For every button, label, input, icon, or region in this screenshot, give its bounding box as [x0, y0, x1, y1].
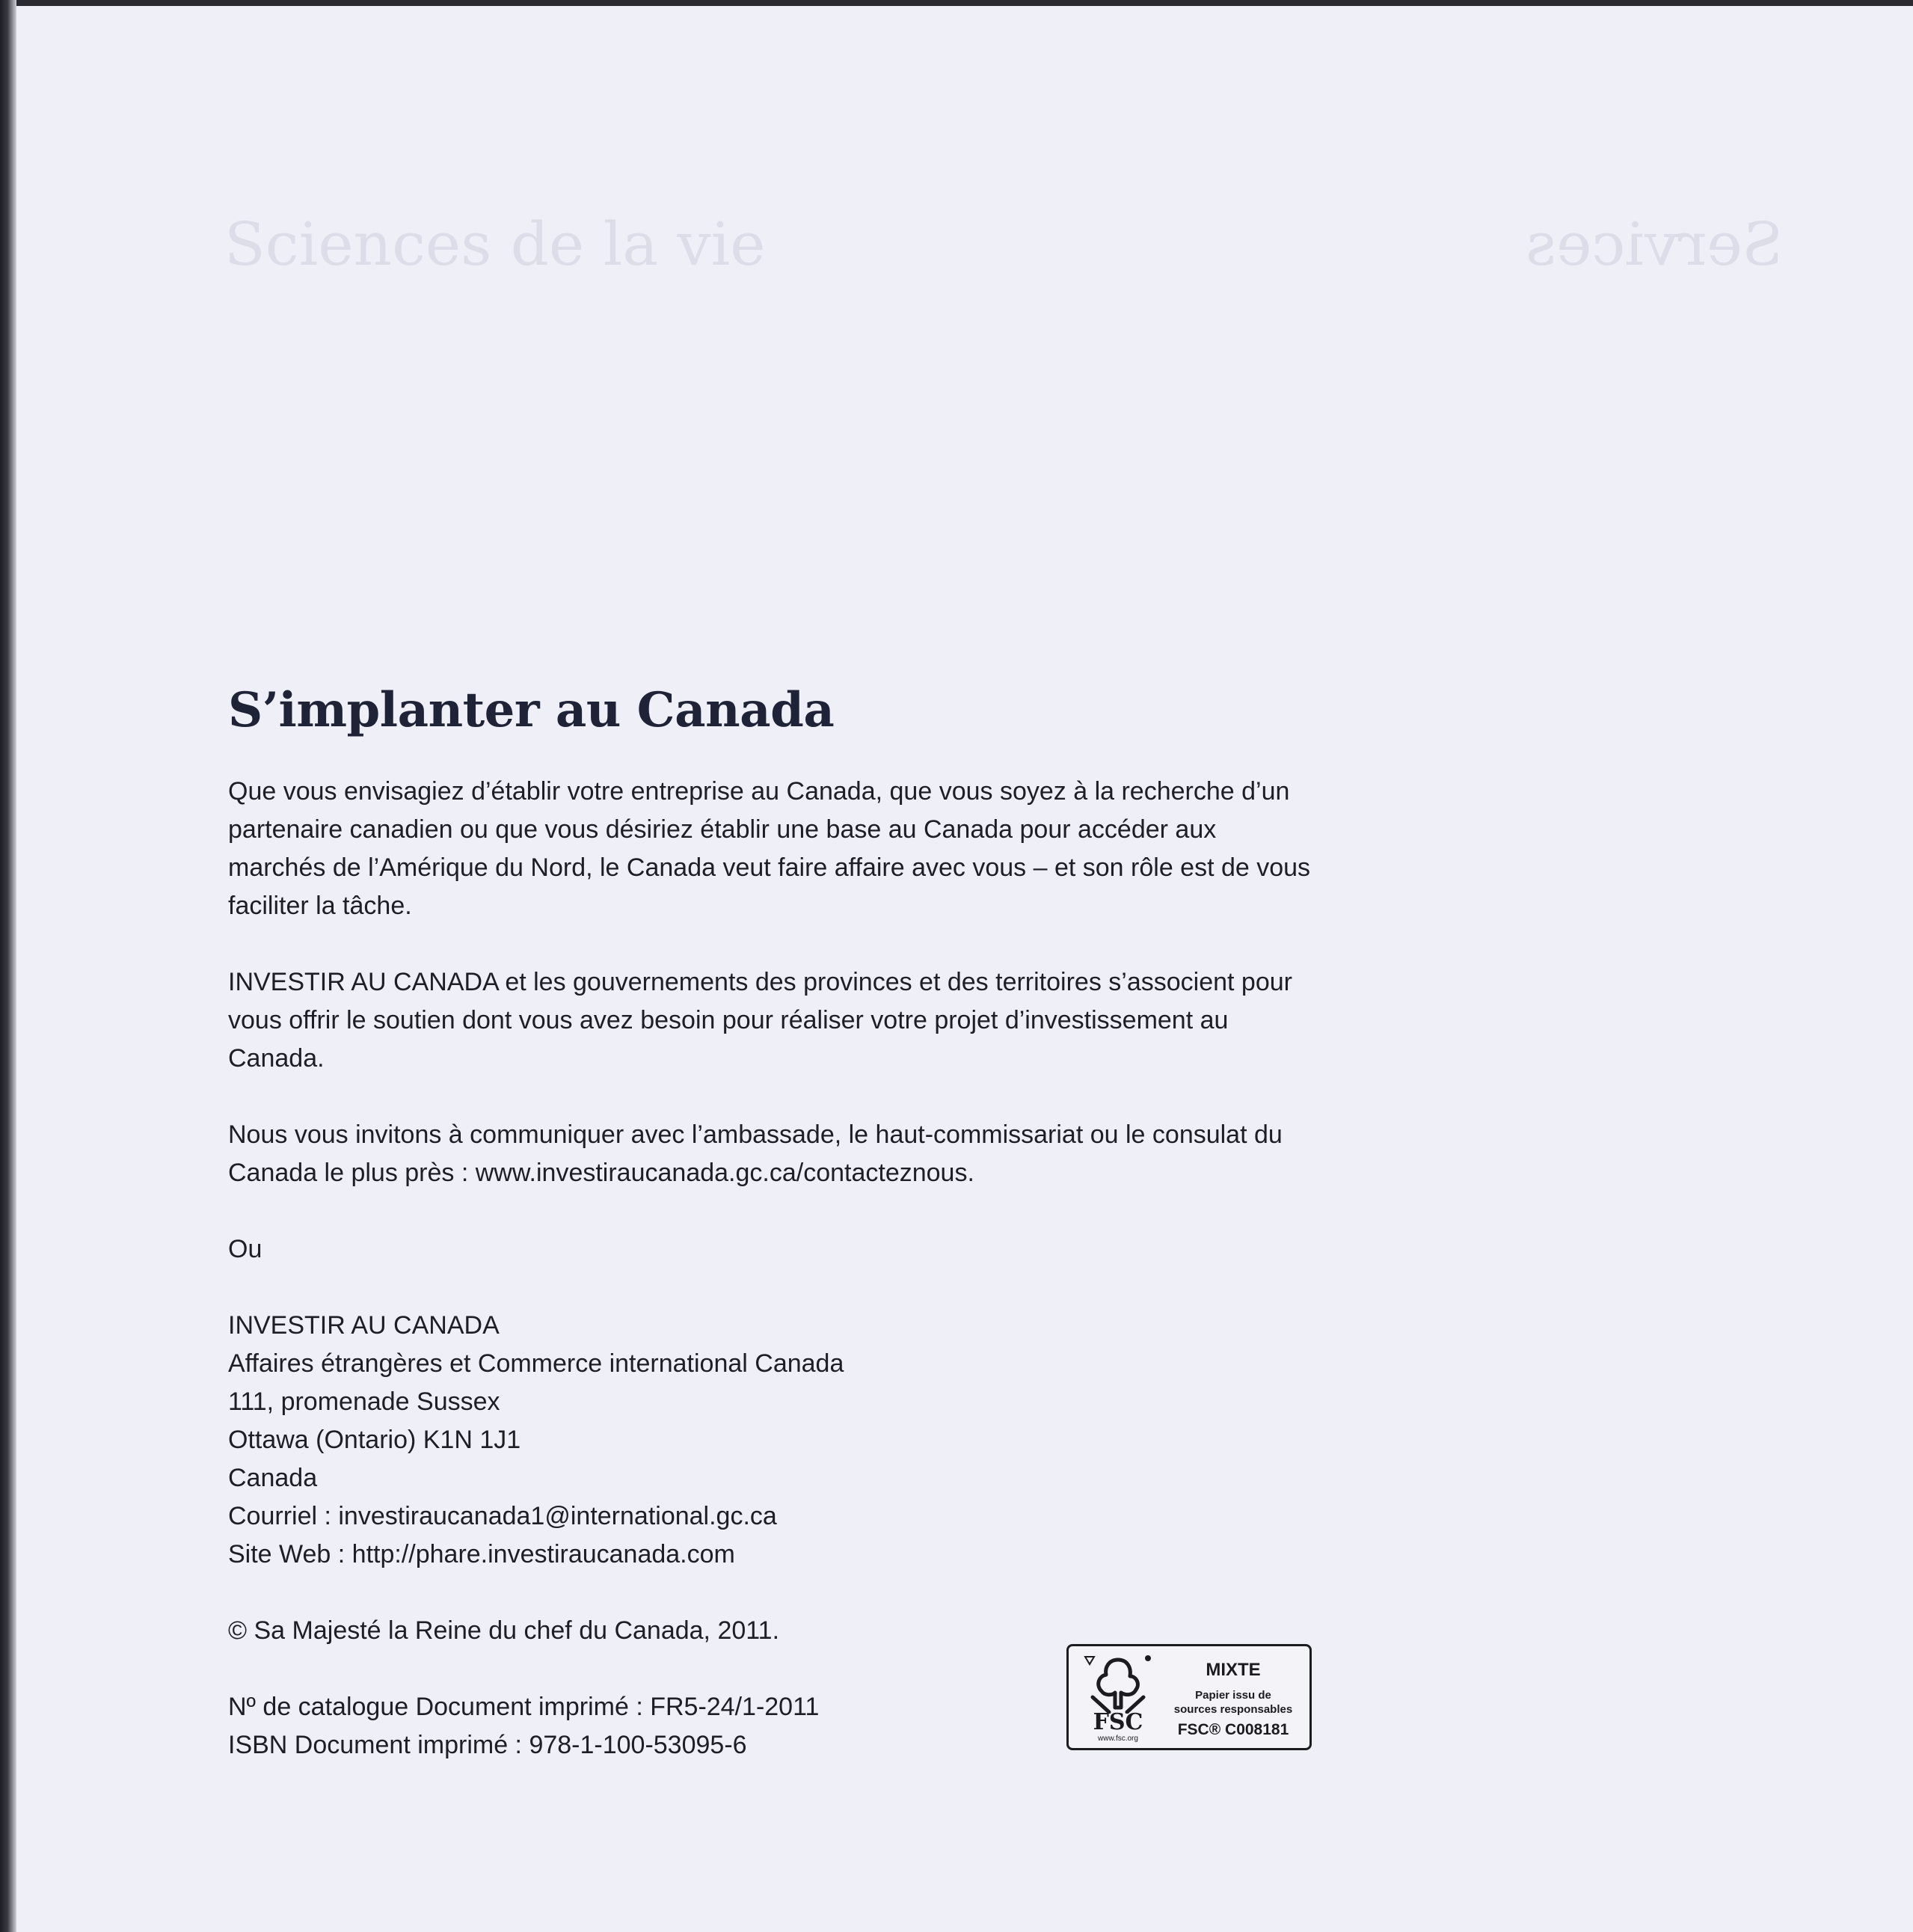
isbn-number: ISBN Document imprimé : 978-1-100-53095-6 — [228, 1731, 747, 1760]
address-country: Canada — [228, 1464, 318, 1493]
address-city: Ottawa (Ontario) K1N 1J1 — [228, 1426, 521, 1455]
fsc-description-line2: sources responsables — [1173, 1703, 1293, 1716]
fsc-mix-label: MIXTE — [1206, 1660, 1261, 1680]
address-dept: Affaires étrangères et Commerce international Canada — [228, 1349, 844, 1379]
bleed-title-right: Services — [1526, 209, 1784, 279]
address-org: INVESTIR AU CANADA — [228, 1311, 500, 1340]
address-email: Courriel : investiraucanada1@international.gc.ca — [228, 1502, 777, 1531]
partnership-paragraph: INVESTIR AU CANADA et les gouvernements des provinces et des territoires s’associent pour vous offrir le soutien dont vous avez besoin pour réaliser votre projet d’investissement au Canada. — [228, 968, 1292, 1073]
address-street: 111, promenade Sussex — [228, 1387, 500, 1417]
bleed-title-left: Sciences de la vie — [224, 209, 766, 279]
intro-paragraph: Que vous envisagiez d’établir votre entreprise au Canada, que vous soyez à la recherche d’un partenaire canadien ou que vous désiriez établir une base au Canada pour accéder aux marchés de l’Amérique du Nord, le Canada veut faire affaire avec vous – et son rôle est de vous faciliter la tâche. — [228, 777, 1311, 921]
scan-left-edge — [0, 0, 16, 1932]
fsc-description — [1160, 1688, 1306, 1717]
address-block — [228, 1307, 1312, 1574]
or-text: Ou — [228, 1235, 262, 1264]
catalogue-number: Nº de catalogue Document imprimé : FR5-24/1-2011 — [228, 1693, 820, 1722]
copyright-notice: © Sa Majesté la Reine du chef du Canada, 2011. — [228, 1616, 780, 1646]
fsc-description-line1: Papier issu de — [1195, 1689, 1271, 1702]
fsc-code: FSC® C008181 — [1177, 1721, 1289, 1738]
page-content — [228, 684, 1312, 1764]
fsc-tree-icon — [1079, 1652, 1157, 1714]
contact-paragraph: Nous vous invitons à communiquer avec l’ambassade, le haut-commissariat ou le consulat du Canada le plus près : www.investiraucanada.gc.ca/contacteznous. — [228, 1120, 1283, 1188]
fsc-brand: FSC — [1093, 1709, 1143, 1735]
address-website: Site Web : http://phare.investiraucanada.com — [228, 1540, 735, 1569]
fsc-url: www.fsc.org — [1098, 1735, 1138, 1743]
fsc-label — [1066, 1644, 1312, 1750]
page-title: S’implanter au Canada — [228, 682, 835, 738]
scan-top-edge — [0, 0, 1913, 6]
